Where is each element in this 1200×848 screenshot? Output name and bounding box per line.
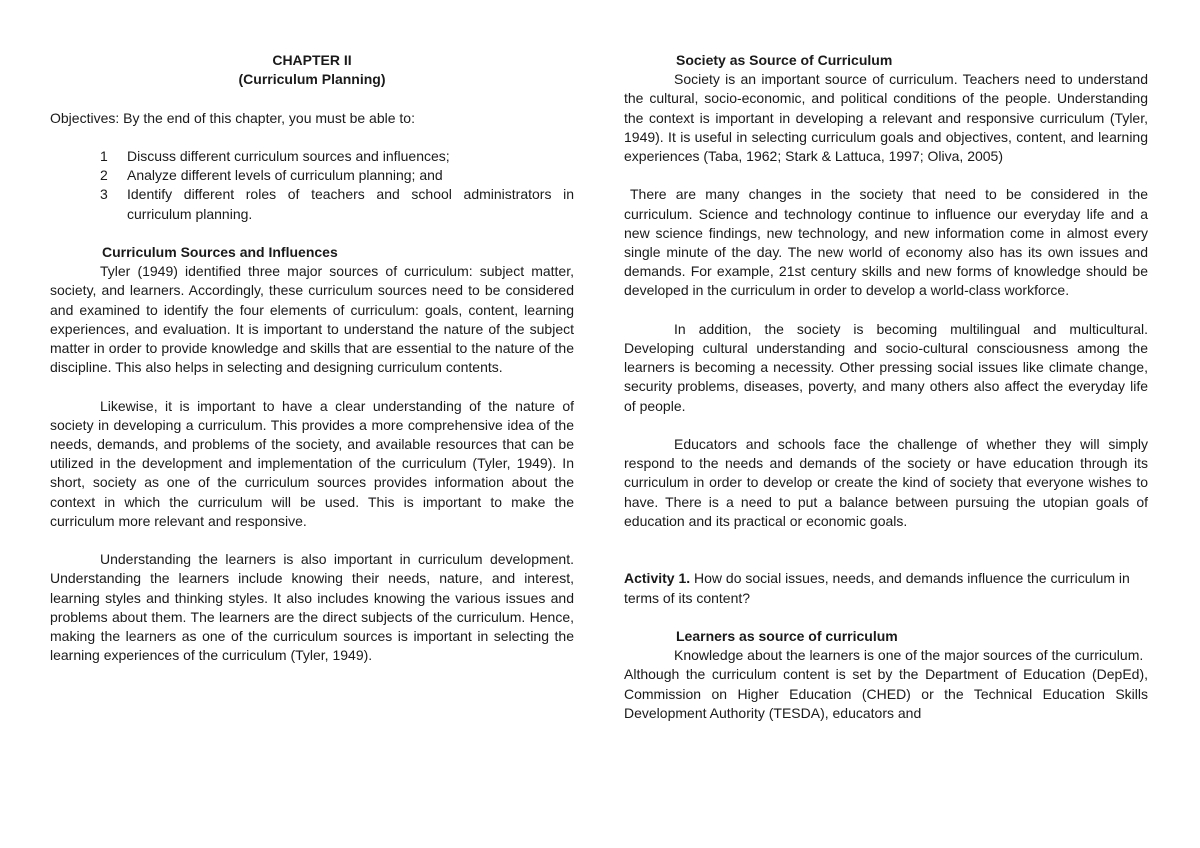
activity-label: Activity 1.	[624, 570, 691, 587]
list-item: 1 Discuss different curriculum sources and influences;	[100, 147, 450, 164]
list-item: 2 Analyze different levels of curriculum planning; and	[100, 167, 443, 184]
chapter-title: CHAPTER II	[272, 52, 352, 68]
list-item: 3 Identify different roles of teachers and school administrators in curriculum planning.	[100, 186, 574, 222]
left-column	[50, 51, 574, 665]
paragraph: Although the curriculum content is set by the Department of Education (DepEd), Commission on Higher Education (CHED) or the Technical Education Skills Development Authority (TESDA), educators and	[624, 666, 1148, 721]
section-heading: Curriculum Sources and Influences	[102, 243, 338, 260]
activity-paragraph	[624, 569, 1148, 607]
paragraph: Likewise, it is important to have a clear understanding of the nature of society in developing a curriculum. This provides a more comprehensive idea of the needs, demands, and problems of the society, and available resources that can be utilized in the development and implementation of the curriculum (Tyler, 1949). In short, society as one of the curriculum sources provides information about the context in which the curriculum will be used. This is important to make the curriculum more relevant and responsive.	[50, 397, 574, 529]
right-column	[624, 51, 1148, 723]
paragraph: Educators and schools face the challenge of whether they will simply respond to the needs and demands of the society or have education through its curriculum in order to develop or create the kind of society that everyone wishes to have. There is a need to put a balance between pursuing the utopian goals of education and its practical or economic goals.	[624, 436, 1148, 529]
paragraph: Society is an important source of curriculum. Teachers need to understand the cultural, socio-economic, and political conditions of the people. Understanding the context is important in developing a relevant and responsive curriculum (Tyler, 1949). It is useful in selecting curriculum goals and objectives, content, and learning experiences (Taba, 1962; Stark & Lattuca, 1997; Oliva, 2005)	[624, 71, 1148, 165]
section-heading: Society as Source of Curriculum	[676, 52, 893, 68]
paragraph: There are many changes in the society that need to be considered in the curriculum. Science and technology continue to influence our everyday life and a new science findings, new technology, and new information come in almost every single minute of the day. The new world of economy also has its own issues and demands. For example, 21st century skills and new forms of knowledge should be developed in the curriculum in order to develop a world-class workforce.	[624, 186, 1148, 299]
activity-text: How do social issues, needs, and demands influence the curriculum in terms of its content?	[624, 570, 1130, 606]
paragraph: Understanding the learners is also important in curriculum development. Understanding the learners include knowing their needs, nature, and interest, learning styles and thinking styles. It also includes knowing the various issues and problems about them. The learners are the direct subjects of the curriculum. Hence, making the learners as one of the curriculum sources is important in selecting the learning experiences of the curriculum (Tyler, 1949).	[50, 551, 574, 664]
paragraph: In addition, the society is becoming multilingual and multicultural. Developing cultural understanding and socio-cultural consciousness among the learners is becoming a necessity. Other pressing social issues like climate change, security problems, diseases, poverty, and many others also affect the everyday life of people.	[624, 320, 1148, 414]
paragraph: Tyler (1949) identified three major sources of curriculum: subject matter, society, and learners. Accordingly, these curriculum sources need to be considered and examined to identify the four elements of curriculum: goals, content, learning experiences, and evaluation. It is important to understand the nature of the subject matter in order to provide knowledge and skills that are essential to the nature of the discipline. This also helps in selecting and designing curriculum contents.	[50, 263, 574, 376]
objectives-list	[50, 147, 574, 224]
section-heading: Learners as source of curriculum	[676, 628, 898, 645]
objectives-intro: Objectives: By the end of this chapter, you must be able to:	[50, 109, 415, 126]
chapter-subtitle: (Curriculum Planning)	[238, 71, 386, 88]
paragraph: Knowledge about the learners is one of the major sources of the curriculum.	[674, 647, 1144, 664]
